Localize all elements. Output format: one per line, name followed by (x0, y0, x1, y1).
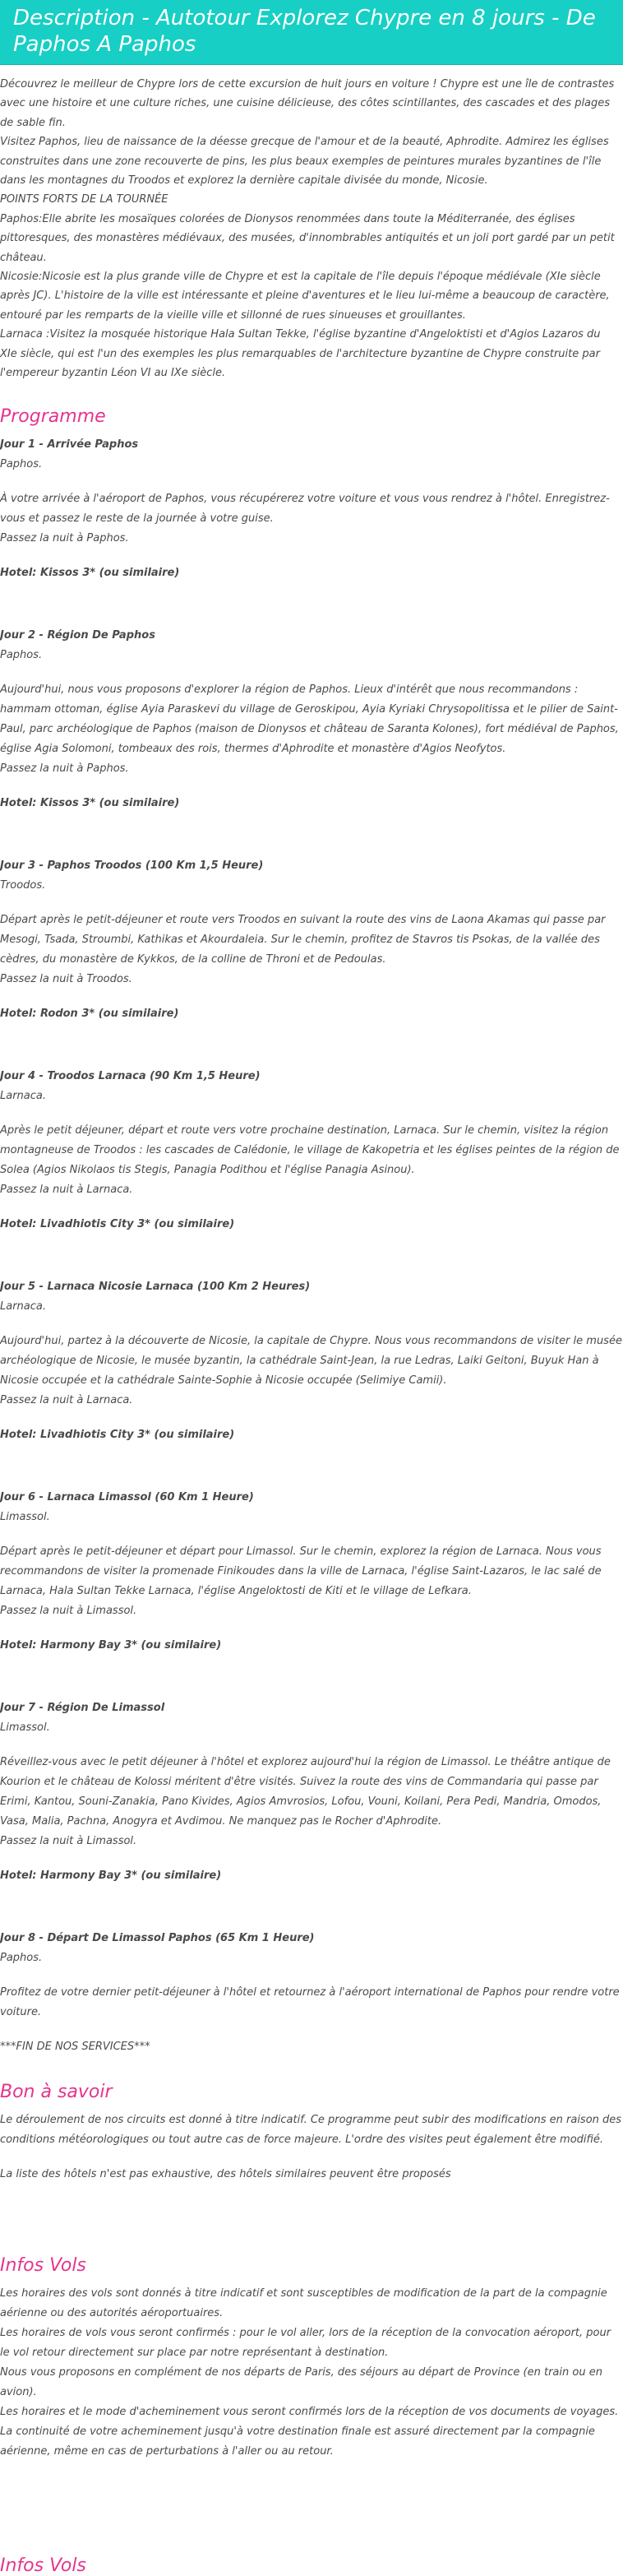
highlights-heading: POINTS FORTS DE LA TOURNÉE (0, 193, 168, 206)
day-description: Aujourd'hui, partez à la découverte de Nicosie, la capitale de Chypre. Nous vous recommandons de visiter le musée archéologique de Nicosie, le musée byzantin, la cathédrale Saint-Jean, la rue Ledras, Laiki Geitoni, Buyuk Han à Nicosie occupée et la cathédrale Sainte-Sophie à Nicosie occupée (Selimiye Camii). (0, 1334, 622, 1387)
day-city: Paphos. (0, 648, 43, 661)
flight-info-line: La continuité de votre acheminement jusqu'à votre destination finale est assuré directement par la compagnie aérienne, même en cas de perturbations à l'aller ou au retour. (0, 2425, 595, 2458)
day-night: Passez la nuit à Limassol. (0, 1604, 137, 1617)
day-title: Jour 8 - Départ De Limassol Paphos (65 Km 1 Heure) (0, 1931, 315, 1944)
day-5 (0, 1277, 623, 1445)
day-description: Départ après le petit-déjeuner et route vers Troodos en suivant la route des vins de Laona Akamas qui passe par Mesogi, Tsada, Stroumbi, Kathikas et Akourdaleia. Sur le chemin, profitez de Stavros tis Psokas, de la vallée des cèdres, du monastère de Kykkos, de la colline de Throni et de Pedoulas. (0, 913, 606, 966)
infos-vols-section (0, 2284, 623, 2462)
day-8 (0, 1929, 623, 2022)
day-city: Larnaca. (0, 1300, 47, 1313)
day-1 (0, 435, 623, 583)
flight-info-line: Les horaires et le mode d'acheminement vous seront confirmés lors de la réception de vos documents de voyages. (0, 2405, 619, 2418)
highlight-larnaca: Larnaca :Visitez la mosquée historique Hala Sultan Tekke, l'église byzantine d'Angeloktisti et d'Agios Lazaros du XIe siècle, qui est l'un des exemples les plus remarquables de l'architecture byzantine de Chypre construite par l'empereur byzantin Léon VI au IXe siècle. (0, 328, 601, 380)
day-6 (0, 1488, 623, 1656)
intro-section (0, 75, 623, 383)
bon-a-savoir-section (0, 2110, 623, 2185)
infos-vols-heading-2: Infos Vols (0, 2555, 86, 2576)
day-description: Après le petit déjeuner, départ et route vers votre prochaine destination, Larnaca. Sur le chemin, visitez la région montagneuse de Troodos : les cascades de Calédonie, le village de Kakopetria et les églises peintes de la région de Solea (Agios Nikolaos tis Stegis, Panagia Podithou et l'église Panagia Asinou). (0, 1124, 620, 1176)
day-4 (0, 1067, 623, 1235)
programme-heading: Programme (0, 405, 106, 427)
disclaimer-paragraph: Le déroulement de nos circuits est donné à titre indicatif. Ce programme peut subir des modifications en raison des conditions météorologiques ou tout autre cas de force majeure. L'ordre des visites peut également être modifié. (0, 2113, 622, 2146)
flight-info-line: Les horaires des vols sont donnés à titre indicatif et sont susceptibles de modification de la part de la compagnie aérienne ou des autorités aéroportuaires. (0, 2286, 607, 2319)
programme-list (0, 435, 623, 2057)
day-title: Jour 5 - Larnaca Nicosie Larnaca (100 Km 2 Heures) (0, 1280, 311, 1293)
day-hotel: Hotel: Harmony Bay 3* (ou similaire) (0, 1869, 222, 1882)
day-description: Réveillez-vous avec le petit déjeuner à l'hôtel et explorez aujourd'hui la région de Limassol. Le théâtre antique de Kourion et le château de Kolossi méritent d'être visités. Suivez la route des vins de Commandaria qui passe par Erimi, Kantou, Souni-Zanakia, Pano Kivides, Agios Amvrosios, Lofou, Vouni, Koilani, Pera Pedi, Mandria, Omodos, Vasa, Malia, Pachna, Anogyra et Avdimou. Ne manquez pas le Rocher d'Aphrodite. (0, 1755, 611, 1828)
day-hotel: Hotel: Livadhiotis City 3* (ou similaire) (0, 1217, 235, 1230)
day-city: Limassol. (0, 1721, 50, 1734)
day-2 (0, 626, 623, 813)
flight-info-line: Nous vous proposons en complément de nos départs de Paris, des séjours au départ de Province (en train ou en avion). (0, 2365, 602, 2398)
intro-paragraph: Visitez Paphos, lieu de naissance de la déesse grecque de l'amour et de la beauté, Aphrodite. Admirez les églises construites dans une zone recouverte de pins, les plus beaux exemples de peintures murales byzantines de l'île dans les montagnes du Troodos et explorez la dernière capitale divisée du monde, Nicosie. (0, 136, 609, 188)
day-description: Départ après le petit-déjeuner et départ pour Limassol. Sur le chemin, explorez la région de Larnaca. Nous vous recommandons de visiter la promenade Finikoudes dans la ville de Larnaca, l'église Saint-Lazaros, le lac salé de Larnaca, Hala Sultan Tekke Larnaca, l'église Angeloktosti de Kiti et le village de Lefkara. (0, 1545, 602, 1597)
day-night: Passez la nuit à Larnaca. (0, 1393, 133, 1406)
day-night: Passez la nuit à Limassol. (0, 1834, 137, 1847)
day-hotel: Hotel: Kissos 3* (ou similaire) (0, 796, 180, 809)
day-city: Larnaca. (0, 1089, 47, 1102)
day-night: Passez la nuit à Troodos. (0, 972, 132, 985)
day-title: Jour 1 - Arrivée Paphos (0, 438, 139, 451)
day-title: Jour 2 - Région De Paphos (0, 628, 155, 642)
day-night: Passez la nuit à Paphos. (0, 531, 129, 544)
day-night: Passez la nuit à Larnaca. (0, 1183, 133, 1196)
day-description: Profitez de votre dernier petit-déjeuner à l'hôtel et retournez à l'aéroport international de Paphos pour rendre votre voiture. (0, 1985, 620, 2018)
day-hotel: Hotel: Kissos 3* (ou similaire) (0, 566, 180, 579)
highlight-nicosie: Nicosie:Nicosie est la plus grande ville de Chypre et est la capitale de l'île depuis l'époque médiévale (XIe siècle après JC). L'histoire de la ville est intéressante et pleine d'aventures et le lieu lui-même a beaucoup de caractère, entouré par les remparts de la vieille ville et sillonné de rues sinueuses et grouillantes. (0, 271, 610, 322)
day-title: Jour 3 - Paphos Troodos (100 Km 1,5 Heure) (0, 859, 264, 872)
content (0, 75, 623, 2576)
day-city: Paphos. (0, 457, 43, 470)
day-city: Limassol. (0, 1510, 50, 1523)
day-hotel: Hotel: Livadhiotis City 3* (ou similaire) (0, 1428, 235, 1441)
bon-a-savoir-heading: Bon à savoir (0, 2081, 113, 2102)
day-city: Troodos. (0, 878, 46, 892)
day-3 (0, 856, 623, 1024)
end-of-services: ***FIN DE NOS SERVICES*** (0, 2040, 150, 2053)
day-city: Paphos. (0, 1951, 43, 1964)
day-title: Jour 4 - Troodos Larnaca (90 Km 1,5 Heure) (0, 1069, 261, 1082)
day-7 (0, 1698, 623, 1886)
page-title: Description - Autotour Explorez Chypre en 8 jours - De Paphos A Paphos (13, 6, 596, 57)
infos-vols-heading: Infos Vols (0, 2254, 86, 2276)
day-hotel: Hotel: Rodon 3* (ou similaire) (0, 1007, 179, 1020)
day-description: À votre arrivée à l'aéroport de Paphos, vous récupérerez votre voiture et vous vous rendrez à l'hôtel. Enregistrez-vous et passez le reste de la journée à votre guise. (0, 492, 610, 525)
day-description: Aujourd'hui, nous vous proposons d'explorer la région de Paphos. Lieux d'intérêt que nous recommandons : hammam ottoman, église Ayia Paraskevi du village de Geroskipou, Ayia Kyriaki Chrysopolitissa et le pilier de Saint-Paul, parc archéologique de Paphos (maison de Dionysos et château de Saranta Kolones), fort médiéval de Paphos, église Agia Solomoni, tombeaux des rois, thermes d'Aphrodite et monastère d'Agios Neofytos. (0, 683, 619, 755)
hotels-paragraph: La liste des hôtels n'est pas exhaustive, des hôtels similaires peuvent être proposés (0, 2167, 451, 2180)
highlight-paphos: Paphos:Elle abrite les mosaïques colorées de Dionysos renommées dans toute la Méditerranée, des églises pittoresques, des monastères médiévaux, des musées, d'innombrables antiquités et un joli port gardé par un petit château. (0, 212, 615, 264)
day-title: Jour 6 - Larnaca Limassol (60 Km 1 Heure) (0, 1490, 254, 1503)
day-hotel: Hotel: Harmony Bay 3* (ou similaire) (0, 1638, 222, 1652)
day-title: Jour 7 - Région De Limassol (0, 1701, 165, 1714)
day-night: Passez la nuit à Paphos. (0, 762, 129, 775)
description-banner (0, 0, 623, 65)
intro-paragraph: Découvrez le meilleur de Chypre lors de cette excursion de huit jours en voiture ! Chypre est une île de contrastes avec une histoire et une culture riches, une cuisine délicieuse, des côtes scintillantes, des cascades et des plages de sable fin. (0, 78, 615, 129)
flight-info-line: Les horaires de vols vous seront confirmés : pour le vol aller, lors de la réception de la convocation aéroport, pour le vol retour directement sur place par notre représentant à destination. (0, 2326, 611, 2359)
